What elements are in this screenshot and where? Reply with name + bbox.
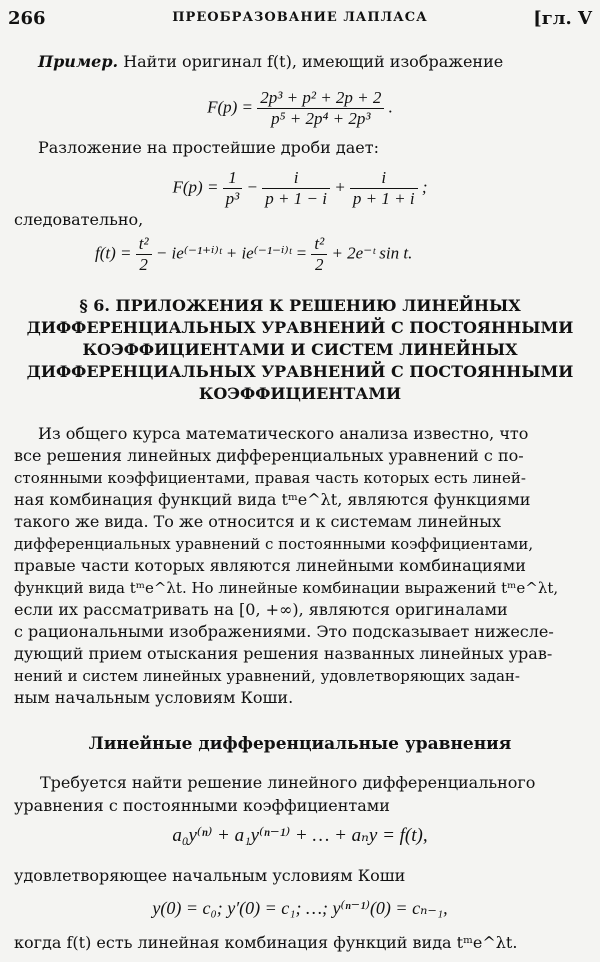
example-intro xyxy=(38,52,503,72)
decomp-fraction-2 xyxy=(262,168,330,209)
f-end: + 2e⁻ᵗ sin t. xyxy=(331,243,413,263)
f-fraction-2 xyxy=(311,234,327,275)
section-title-line-5: КОЭФФИЦИЕНТАМИ xyxy=(198,384,402,403)
equation-F: F(p) = $\frac{\text{2p³ + p² + 2p + 2}}{\text{p⁵ + 2p⁴ + 2p³}}$ . xyxy=(207,88,393,128)
paragraph-2-line-1: Требуется найти решение линейного дифференциального xyxy=(40,773,536,792)
paragraph-1-line-13: ным начальным условиям Коши. xyxy=(14,688,294,707)
decomp-lhs: F(p) = xyxy=(172,177,219,197)
paragraph-1-line-8: функций вида tᵐe^λt. Но линейные комбинации выражений tᵐe^λt, xyxy=(14,579,559,597)
section-title-line-4: ДИФФЕРЕНЦИАЛЬНЫХ УРАВНЕНИЙ С ПОСТОЯННЫМИ xyxy=(26,362,574,381)
f-fraction-1 xyxy=(136,234,152,275)
F-fraction xyxy=(257,88,384,129)
decomp-num-1: 1 xyxy=(223,168,243,189)
page-header xyxy=(8,8,592,32)
paragraph-1-line-4: ная комбинация функций вида tᵐe^λt, являются функциями xyxy=(14,490,531,509)
initial-conditions: y(0) = c₀; y′(0) = c₁; …; y⁽ⁿ⁻¹⁾(0) = cₙ₋₁, xyxy=(152,898,448,918)
section-title-line-1: § 6. ПРИЛОЖЕНИЯ К РЕШЕНИЮ ЛИНЕЙНЫХ xyxy=(79,296,521,315)
F-numerator: 2p³ + p² + 2p + 2 xyxy=(257,88,384,109)
decomp-fraction-1 xyxy=(223,168,243,209)
paragraph-2-line-4: когда f(t) есть линейная комбинация функций вида tᵐe^λt. xyxy=(14,933,518,952)
f-frac1-den: 2 xyxy=(139,255,148,274)
paragraph-2-line-3: удовлетворяющее начальным условиям Коши xyxy=(14,866,406,885)
f-frac1-num: t² xyxy=(136,234,152,255)
f-lhs: f(t) = xyxy=(95,243,132,263)
section-title-line-3: КОЭФФИЦИЕНТАМИ И СИСТЕМ ЛИНЕЙНЫХ xyxy=(82,340,518,359)
paragraph-1-line-3: стоянными коэффициентами, правая часть которых есть линей- xyxy=(14,469,526,487)
subsection-title: Линейные дифференциальные уравнения xyxy=(88,734,512,754)
decomp-num-2: i xyxy=(262,168,330,189)
decomp-fraction-3 xyxy=(350,168,418,209)
paragraph-1-line-9: если их рассматривать на [0, +∞), являются оригиналами xyxy=(14,600,508,619)
F-lhs: F(p) = xyxy=(207,97,254,117)
F-denominator: p⁵ + 2p⁴ + 2p³ xyxy=(271,109,371,128)
f-frac2-num: t² xyxy=(311,234,327,255)
paragraph-1-line-5: такого же вида. То же относится и к системам линейных xyxy=(14,512,501,531)
decomp-num-3: i xyxy=(350,168,418,189)
chapter-marker: [гл. V xyxy=(533,8,592,29)
equation-decomposition: F(p) = $\frac{1}{\text{p³}}$ − $\frac{i}{p + 1 - i}$ + $\frac{i}{p + 1 + i}$ ; xyxy=(172,168,428,208)
page-number: 266 xyxy=(8,8,46,29)
following-text: следовательно, xyxy=(14,210,144,229)
running-title: ПРЕОБРАЗОВАНИЕ ЛАПЛАСА xyxy=(172,10,428,25)
paragraph-1-line-2: все решения линейных дифференциальных уравнений с по- xyxy=(14,446,524,465)
paragraph-1-line-10: с рациональными изображениями. Это подсказывает нижесле- xyxy=(14,622,554,641)
example-text: Найти оригинал f(t), имеющий изображение xyxy=(123,52,504,71)
decomposition-text: Разложение на простейшие дроби дает: xyxy=(38,138,379,157)
paragraph-1-line-6: дифференциальных уравнений с постоянными коэффициентами, xyxy=(14,535,534,553)
decomp-den-1: p³ xyxy=(225,189,240,208)
decomp-den-3: p + 1 + i xyxy=(352,189,415,208)
paragraph-2-line-2: уравнения с постоянными коэффициентами xyxy=(14,796,390,815)
paragraph-1-line-11: дующий прием отыскания решения названных линейных урав- xyxy=(14,644,553,663)
paragraph-1-line-1: Из общего курса математического анализа известно, что xyxy=(38,424,529,443)
paragraph-1-line-7: правые части которых являются линейными комбинациями xyxy=(14,556,526,575)
decomp-den-2: p + 1 − i xyxy=(265,189,327,208)
differential-equation: a₀y⁽ⁿ⁾ + a₁y⁽ⁿ⁻¹⁾ + … + aₙy = f(t), xyxy=(172,825,428,846)
equation-f xyxy=(95,234,412,275)
f-middle: − ie⁽⁻¹⁺ⁱ⁾ᵗ + ie⁽⁻¹⁻ⁱ⁾ᵗ = xyxy=(155,243,308,263)
f-frac2-den: 2 xyxy=(315,255,324,274)
section-title-line-2: ДИФФЕРЕНЦИАЛЬНЫХ УРАВНЕНИЙ С ПОСТОЯННЫМИ xyxy=(26,318,574,337)
example-label: Пример. xyxy=(38,52,119,71)
paragraph-1-line-12: нений и систем линейных уравнений, удовлетворяющих задан- xyxy=(14,667,520,685)
